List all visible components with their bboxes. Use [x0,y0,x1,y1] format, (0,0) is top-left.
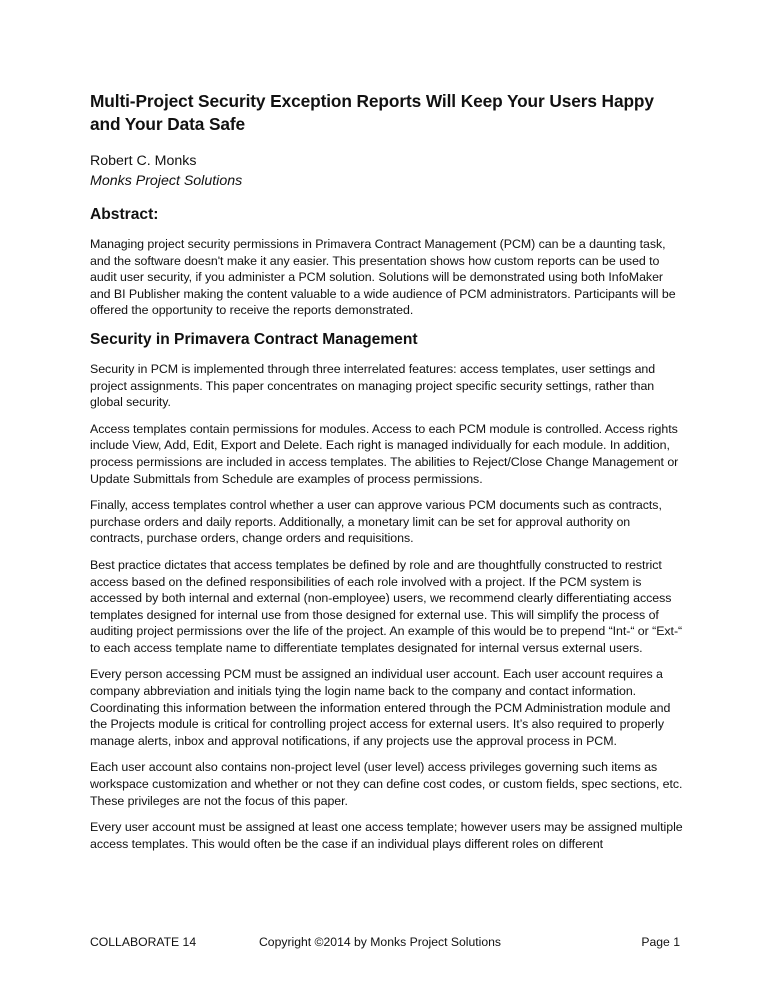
section-paragraph: Access templates contain permissions for modules. Access to each PCM module is controlled. Access rights include View, Add, Edit, Export and Delete. Each right is managed individually for each module. In addition, process permissions are included in access templates. The abilities to Reject/Close Change Management or Update Submittals from Schedule are examples of process permissions. [90,421,679,486]
section-paragraph: Security in PCM is implemented through three interrelated features: access templates, user settings and project assignments. This paper concentrates on managing project specific security settings, rather than global security. [90,361,656,410]
document-title [90,90,684,136]
document-page [90,90,684,852]
author-name: Robert C. Monks [90,153,197,169]
section-paragraph: Finally, access templates control whether a user can approve various PCM documents such as contracts, purchase orders and daily reports. Additionally, a monetary limit can be set for approval authority on contracts, purchase orders, change orders and requisitions. [90,498,662,546]
section-paragraph: Each user account also contains non-project level (user level) access privileges governing such items as workspace customization and whether or not they can define cost codes, or custom fields, spec sections, etc. These privileges are not the focus of this paper. [90,760,683,808]
footer-page-number: Page 1 [641,935,680,949]
section-paragraph: Every user account must be assigned at least one access template; however users may be assigned multiple access templates. This would often be the case if an individual plays different roles on different [90,820,683,851]
author-organization: Monks Project Solutions [90,173,243,189]
abstract-text: Managing project security permissions in Primavera Contract Management (PCM) can be a daunting task, and the software doesn't make it any easier. This presentation shows how custom reports can be used to audit user security, if you administer a PCM solution. Solutions will be demonstrated using both InfoMaker and BI Publisher making the content valuable to a wide audience of PCM administrators. Participants will be offered the opportunity to receive the reports demonstrated. [90,237,676,318]
footer-copyright: Copyright ©2014 by Monks Project Solutions [259,935,502,949]
title-line-2: and Your Data Safe [90,114,246,134]
title-line-1: Multi-Project Security Exception Reports Will Keep Your Users Happy [90,91,654,111]
footer-conference: COLLABORATE 14 [90,935,197,949]
page-footer [90,934,680,950]
abstract-heading: Abstract: [90,206,159,223]
section-paragraph: Every person accessing PCM must be assigned an individual user account. Each user account requires a company abbreviation and initials tying the login name back to the company and contact information. Coordinating this information between the information entered through the PCM Administration module and the Projects module is critical for controlling project access for external users. It’s also required to properly manage alerts, inbox and approval notifications, if any projects use the approval process in PCM. [90,667,671,748]
section-heading: Security in Primavera Contract Management [90,330,418,348]
section-paragraph: Best practice dictates that access templates be defined by role and are thoughtfully constructed to restrict access based on the defined responsibilities of each role involved with a project. If the PCM system is accessed by both internal and external (non-employee) users, we recommend clearly differentiating access templates designed for internal use from those designed for external use. This will simplify the process of auditing project permissions over the life of the project. An example of this would be to prepend “Int-“ or “Ext-“ to each access template name to differentiate templates designated for internal versus external users. [90,557,683,655]
